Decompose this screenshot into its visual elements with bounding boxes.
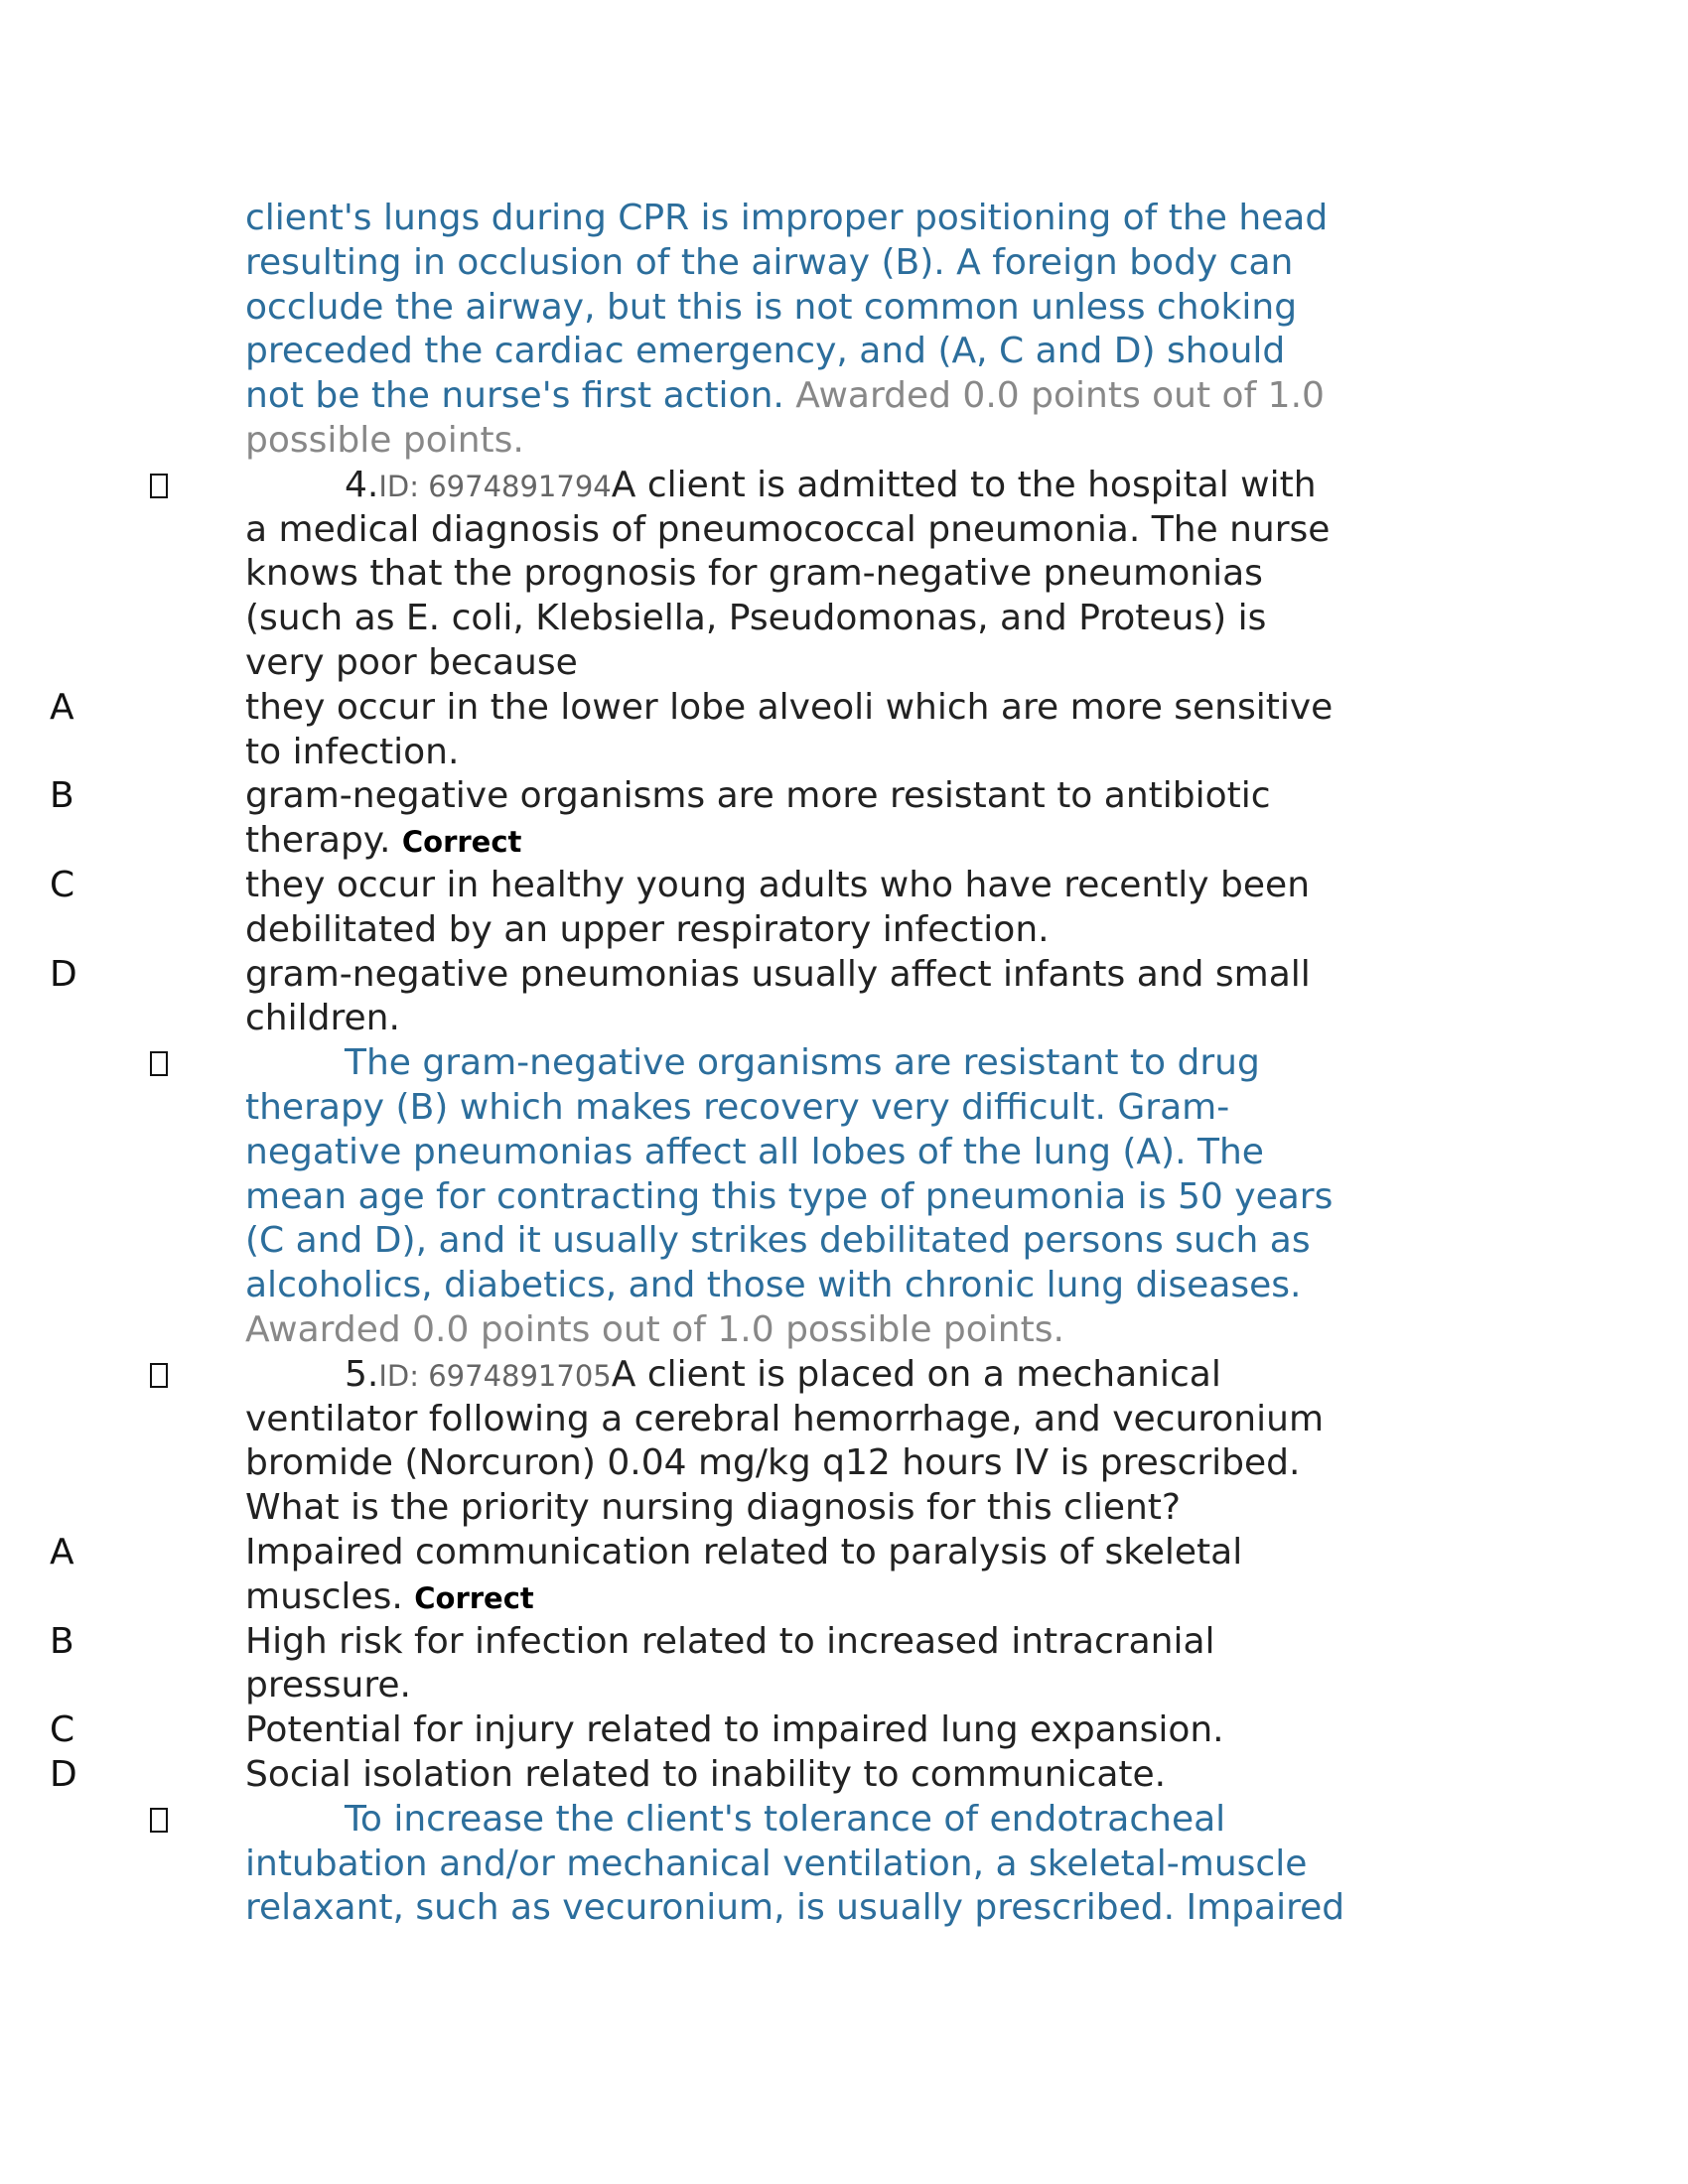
question-text: children. xyxy=(245,998,400,1039)
line-text xyxy=(245,1218,1311,1263)
line-text xyxy=(245,240,1293,285)
question-text: gram-negative pneumonias usually affect infants and small xyxy=(245,953,1311,995)
text-line xyxy=(0,196,1688,240)
line-text xyxy=(245,730,459,774)
answer-option-letter: D xyxy=(50,953,77,995)
text-line xyxy=(0,685,1688,730)
answer-option-letter: D xyxy=(50,1754,77,1795)
feedback-text: client's lungs during CPR is improper positioning of the head xyxy=(245,198,1329,238)
correct-badge: Correct xyxy=(414,1580,534,1615)
feedback-icon xyxy=(150,1808,168,1833)
feedback-text: intubation and/or mechanical ventilation, a skeletal-muscle xyxy=(245,1843,1308,1884)
feedback-text: To increase the client's tolerance of endotracheal xyxy=(345,1798,1226,1840)
line-text xyxy=(245,952,1311,997)
text-line xyxy=(0,1797,1688,1842)
text-line xyxy=(0,418,1688,463)
text-line xyxy=(0,907,1688,952)
text-line xyxy=(0,1619,1688,1664)
text-line xyxy=(0,1130,1688,1174)
feedback-text: (C and D), and it usually strikes debilitated persons such as xyxy=(245,1220,1311,1262)
text-line xyxy=(0,818,1688,863)
text-line xyxy=(0,1530,1688,1574)
line-text xyxy=(245,1663,411,1707)
question-id: ID: 6974891794 xyxy=(378,469,612,503)
question-text: A client is placed on a mechanical xyxy=(611,1353,1221,1395)
text-line xyxy=(0,329,1688,373)
question-text: very poor because xyxy=(245,642,578,683)
feedback-text: occlude the airway, but this is not common unless choking xyxy=(245,286,1298,328)
text-line xyxy=(0,1263,1688,1307)
line-text xyxy=(245,1397,1324,1441)
answer-option-letter: A xyxy=(50,1532,74,1572)
question-status-icon xyxy=(150,474,168,498)
text-line xyxy=(0,1352,1688,1397)
text-line xyxy=(0,1307,1688,1352)
answer-option-letter: B xyxy=(50,1620,74,1662)
text-line xyxy=(0,1842,1688,1886)
line-text xyxy=(245,1085,1229,1130)
text-line xyxy=(0,730,1688,774)
question-text: A client is admitted to the hospital with xyxy=(611,464,1317,505)
text-line xyxy=(0,1663,1688,1707)
line-text xyxy=(245,329,1285,373)
question-text: ventilator following a cerebral hemorrhage, and vecuronium xyxy=(245,1398,1325,1439)
text-line xyxy=(0,551,1688,596)
points-awarded: possible points. xyxy=(245,420,524,461)
text-line xyxy=(0,1485,1688,1530)
line-text xyxy=(245,1440,1300,1485)
question-text: Social isolation related to inability to communicate. xyxy=(245,1754,1167,1795)
question-text: Impaired communication related to paralysis of skeletal xyxy=(245,1532,1243,1572)
question-text: knows that the prognosis for gram-negative pneumonias xyxy=(245,553,1263,595)
line-text xyxy=(245,1174,1333,1219)
question-text: (such as E. coli, Klebsiella, Pseudomonas, and Proteus) is xyxy=(245,598,1267,639)
answer-option-letter: C xyxy=(50,865,75,905)
text-line xyxy=(0,952,1688,997)
line-text xyxy=(245,1130,1264,1174)
feedback-icon xyxy=(150,1051,168,1076)
text-line xyxy=(0,640,1688,685)
feedback-text: The gram-negative organisms are resistant to drug xyxy=(345,1042,1260,1084)
line-text xyxy=(245,1574,534,1621)
line-text xyxy=(245,1530,1242,1574)
points-awarded: Awarded 0.0 points out of 1.0 xyxy=(795,375,1325,417)
line-text xyxy=(245,907,1050,952)
line-text xyxy=(245,1707,1224,1752)
question-text: High risk for infection related to increased intracranial xyxy=(245,1620,1215,1662)
correct-badge: Correct xyxy=(401,825,522,860)
question-text: they occur in the lower lobe alveoli which are more sensitive xyxy=(245,686,1334,728)
line-text xyxy=(245,373,1325,418)
text-line xyxy=(0,1040,1688,1085)
line-text xyxy=(245,1307,1064,1352)
question-text: they occur in healthy young adults who have recently been xyxy=(245,865,1311,905)
text-line xyxy=(0,996,1688,1040)
question-text: 5. xyxy=(345,1353,379,1395)
line-text xyxy=(245,507,1330,552)
question-status-icon xyxy=(150,1363,168,1388)
line-text xyxy=(245,818,521,865)
text-line xyxy=(0,463,1688,507)
line-text xyxy=(245,285,1297,330)
line-text xyxy=(345,1797,1225,1842)
question-text: 4. xyxy=(345,464,379,505)
question-text: therapy. xyxy=(245,820,402,862)
question-text: What is the priority nursing diagnosis for this client? xyxy=(245,1487,1182,1529)
line-text xyxy=(245,1885,1344,1930)
line-text xyxy=(245,640,578,685)
text-line xyxy=(0,773,1688,818)
feedback-text: mean age for contracting this type of pneumonia is 50 years xyxy=(245,1175,1334,1217)
answer-option-letter: B xyxy=(50,775,74,817)
line-text xyxy=(245,1619,1215,1664)
line-text xyxy=(245,863,1310,907)
text-line xyxy=(0,863,1688,907)
question-text: pressure. xyxy=(245,1665,411,1706)
question-text: a medical diagnosis of pneumococcal pneumonia. The nurse xyxy=(245,508,1331,550)
question-text: gram-negative organisms are more resistant to antibiotic xyxy=(245,775,1271,817)
line-text xyxy=(245,1485,1181,1530)
line-text xyxy=(245,551,1263,596)
text-line xyxy=(0,1885,1688,1930)
line-text xyxy=(245,596,1266,640)
points-awarded: Awarded 0.0 points out of 1.0 possible points. xyxy=(245,1309,1064,1350)
feedback-text: negative pneumonias affect all lobes of the lung (A). The xyxy=(245,1131,1264,1172)
answer-option-letter: A xyxy=(50,686,74,728)
feedback-text: relaxant, such as vecuronium, is usually prescribed. Impaired xyxy=(245,1887,1345,1929)
line-text xyxy=(345,1040,1260,1085)
question-text: bromide (Norcuron) 0.04 mg/kg q12 hours IV is prescribed. xyxy=(245,1442,1301,1484)
line-text xyxy=(345,463,1317,509)
line-text xyxy=(245,1752,1166,1797)
text-line xyxy=(0,373,1688,418)
text-line xyxy=(0,1752,1688,1797)
line-text xyxy=(245,773,1271,818)
line-text xyxy=(345,1352,1221,1399)
question-text: Potential for injury related to impaired lung expansion. xyxy=(245,1709,1224,1751)
text-line xyxy=(0,1574,1688,1619)
question-text: muscles. xyxy=(245,1575,415,1617)
question-id: ID: 6974891705 xyxy=(378,1358,612,1393)
text-line xyxy=(0,596,1688,640)
line-text xyxy=(245,685,1333,730)
line-text xyxy=(245,1842,1307,1886)
text-line xyxy=(0,1174,1688,1219)
feedback-text: preceded the cardiac emergency, and (A, C and D) should xyxy=(245,331,1286,372)
line-text xyxy=(245,418,524,463)
feedback-text: therapy (B) which makes recovery very difficult. Gram- xyxy=(245,1087,1230,1128)
feedback-text: not be the nurse's first action. xyxy=(245,375,796,417)
answer-option-letter: C xyxy=(50,1709,75,1751)
text-line xyxy=(0,1218,1688,1263)
question-text: debilitated by an upper respiratory infection. xyxy=(245,908,1050,950)
text-line xyxy=(0,1707,1688,1752)
text-line xyxy=(0,240,1688,285)
text-line xyxy=(0,1440,1688,1485)
text-line xyxy=(0,1397,1688,1441)
text-line xyxy=(0,285,1688,330)
text-line xyxy=(0,1085,1688,1130)
line-text xyxy=(245,1263,1301,1307)
text-line xyxy=(0,507,1688,552)
line-text xyxy=(245,196,1328,240)
feedback-text: alcoholics, diabetics, and those with chronic lung diseases. xyxy=(245,1265,1302,1306)
line-text xyxy=(245,996,400,1040)
question-text: to infection. xyxy=(245,731,460,772)
feedback-text: resulting in occlusion of the airway (B). A foreign body can xyxy=(245,241,1294,283)
